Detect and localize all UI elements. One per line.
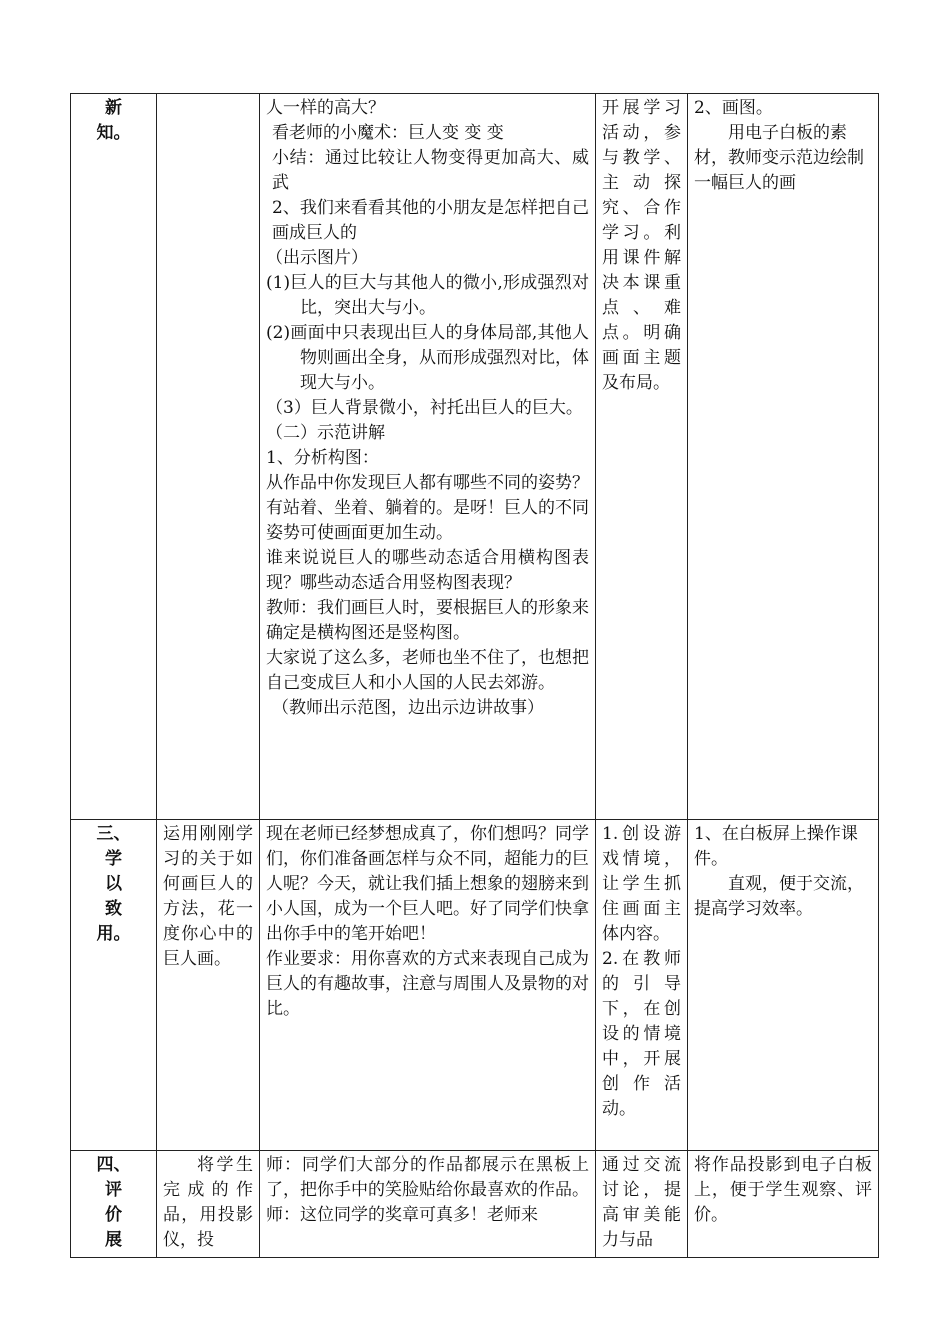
student-activity-text: 1.创设游戏情境，让学生抓住画面主体内容。 — [602, 824, 681, 944]
process-cell — [260, 94, 596, 820]
process-line: 小结：通过比较让人物变得更加高大、威武 — [272, 148, 589, 193]
table-row — [71, 94, 879, 820]
process-line: 看老师的小魔术：巨人变 变 变 — [272, 123, 504, 143]
media-text: 1、在白板屏上操作课件。 — [694, 824, 858, 869]
goal-cell — [157, 94, 260, 820]
student-activity-cell — [596, 1151, 688, 1258]
media-text: 2、画图。 — [694, 98, 773, 118]
process-line: (1)巨人的巨大与其他人的微小,形成强烈对比，突出大与小。 — [266, 273, 589, 318]
stage-text: 评 — [105, 1180, 122, 1200]
process-line: 2、我们来看看其他的小朋友是怎样把自己画成巨人的 — [272, 198, 589, 243]
stage-text: 致 — [105, 899, 122, 919]
process-cell — [260, 1151, 596, 1258]
media-text: 将作品投影到电子白板上，便于学生观察、评价。 — [694, 1155, 872, 1225]
process-line: （二）示范讲解 — [266, 423, 385, 443]
table-row — [71, 1151, 879, 1258]
goal-cell — [157, 1151, 260, 1258]
stage-cell — [71, 1151, 157, 1258]
stage-text: 价 — [105, 1205, 122, 1225]
stage-text: 以 — [105, 874, 122, 894]
student-activity-text: 2.在教师的引导下，在创设的情境中，开展创作活动。 — [602, 949, 681, 1119]
process-line: 教师：我们画巨人时，要根据巨人的形象来确定是横构图还是竖构图。 — [266, 598, 589, 643]
goal-text: 运用刚刚学习的关于如何画巨人的方法，花一度你心中的巨人画。 — [163, 824, 253, 969]
stage-text: 展 — [105, 1230, 122, 1250]
stage-cell — [71, 820, 157, 1151]
process-line: (2)画面中只表现出巨人的身体局部,其他人物则画出全身，从而形成强烈对比，体现大与小。 — [266, 323, 589, 393]
stage-text: 新 — [105, 98, 122, 118]
process-line: 师：这位同学的奖章可真多！老师来 — [266, 1205, 538, 1225]
process-line: 1、分析构图： — [266, 448, 379, 468]
process-line: （3）巨人背景微小，衬托出巨人的巨大。 — [266, 398, 583, 418]
media-cell — [688, 820, 879, 1151]
process-line: 人一样的高大？ — [266, 98, 385, 118]
process-line: 师：同学们大部分的作品都展示在黑板上了，把你手中的笑脸贴给你最喜欢的作品。 — [266, 1155, 589, 1200]
media-cell — [688, 94, 879, 820]
process-line: 谁来说说巨人的哪些动态适合用横构图表现？哪些动态适合用竖构图表现？ — [266, 548, 589, 593]
media-cell — [688, 1151, 879, 1258]
media-text: 直观，便于交流，提高学习效率。 — [694, 874, 864, 919]
process-line: 有站着、坐着、躺着的。是呀！巨人的不同姿势可使画面更加生动。 — [266, 498, 589, 543]
media-text: 用电子白板的素材，教师变示范边绘制一幅巨人的画 — [694, 123, 864, 193]
process-line: 大家说了这么多，老师也坐不住了，也想把自己变成巨人和小人国的人民去郊游。 — [266, 648, 589, 693]
stage-text: 用。 — [96, 924, 131, 944]
stage-text: 四、 — [96, 1155, 131, 1175]
student-activity-cell — [596, 94, 688, 820]
stage-text: 三、 — [96, 824, 131, 844]
student-activity-text: 通过交流讨论，提高审美能力与品 — [602, 1155, 681, 1250]
stage-text: 知。 — [96, 123, 131, 143]
process-cell — [260, 820, 596, 1151]
lesson-plan-table — [70, 93, 879, 1258]
stage-text: 学 — [105, 849, 122, 869]
student-activity-text: 开展学习活动，参与教学、主动探究、合作学习。利用课件解决本课重点、难点。明确画面主题及布局。 — [602, 98, 681, 393]
goal-text: 将学生完成的作品，用投影仪，投 — [163, 1155, 253, 1250]
table-row — [71, 820, 879, 1151]
process-line: 从作品中你发现巨人都有哪些不同的姿势？ — [266, 473, 589, 493]
goal-cell — [157, 820, 260, 1151]
process-line: （出示图片） — [266, 248, 368, 268]
process-line: 作业要求：用你喜欢的方式来表现自己成为巨人的有趣故事，注意与周围人及景物的对比。 — [266, 949, 589, 1019]
stage-cell — [71, 94, 157, 820]
process-line: 现在老师已经梦想成真了，你们想吗？同学们，你们准备画怎样与众不同，超能力的巨人呢？今天，就让我们插上想象的翅膀来到小人国，成为一个巨人吧。好了同学们快拿出你手中的笔开始吧！ — [266, 824, 589, 944]
student-activity-cell — [596, 820, 688, 1151]
process-line: （教师出示范图，边出示边讲故事） — [272, 698, 544, 718]
